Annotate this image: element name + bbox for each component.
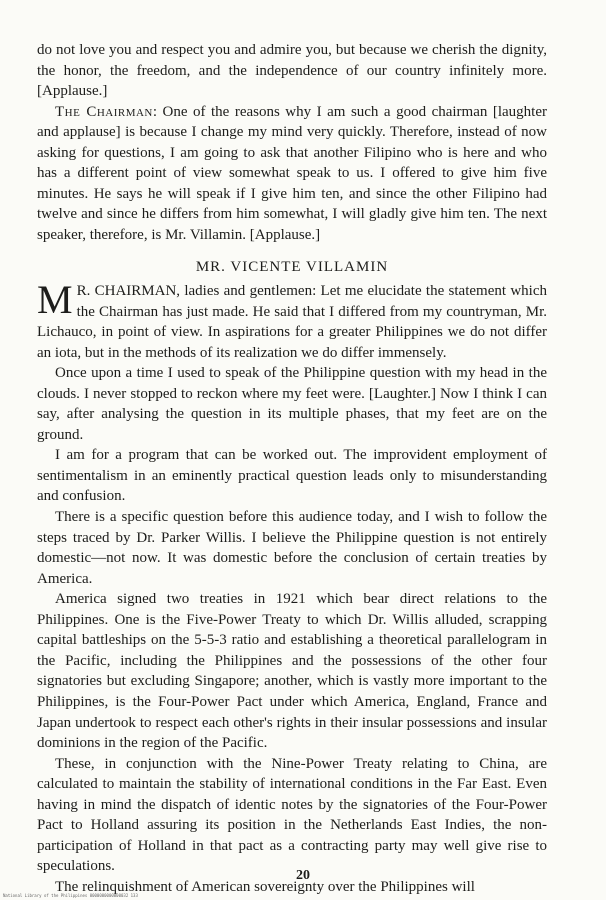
opening-text: R. CHAIRMAN, ladies and gentlemen: Let me elucidate the statement which the Chairman has just made. He said that I differed from my countryman, Mr. Lichauco, in point of view. In aspirations for a greater Philippines we do not differ an iota, but in the methods of its realization we do differ immensely. xyxy=(37,283,547,361)
paragraph-opening xyxy=(37,277,547,363)
page-number: 20 xyxy=(296,868,310,883)
paragraph-head-in-clouds: Once upon a time I used to speak of the Philippine question with my head in the clouds. I never stopped to reckon where my feet were. [Laughter.] Now I think I can say, after analysing the question in its multiple phases, that my feet are on the ground. xyxy=(37,365,547,443)
drop-cap: M xyxy=(37,277,73,323)
speaker-label: The Chairman xyxy=(55,103,153,120)
chairman-remarks: : One of the reasons why I am such a good chairman [laughter and applause] is because I change my mind very quickly. Therefore, instead of now asking for questions, I am going to ask that another Filipino who is here and who has a different point of view somewhat speak to us. I offered to give him five minutes. He says he will speak if I give him ten, and since the other Filipino had twelve and since he differs from him somewhat, I will gladly give him ten. The next speaker, therefore, is Mr. Villamin. [Applause.] xyxy=(37,103,548,243)
paragraph-relinquishment: The relinquishment of American sovereignty over the Philippines will xyxy=(55,878,475,895)
page-body xyxy=(37,40,547,897)
footer-watermark: National Library of the Philippines 0000000000000032 133 xyxy=(3,893,138,898)
speaker-heading: MR. VICENTE VILLAMIN xyxy=(195,259,389,276)
paragraph-continuation: do not love you and respect you and admire you, but because we cherish the dignity, the honor, the freedom, and the independence of our country infinitely more. [Applause.] xyxy=(37,42,547,100)
paragraph-program: I am for a program that can be worked out. The improvident employment of sentimentalism in an eminently practical question leads only to misunderstanding and confusion. xyxy=(37,447,547,505)
paragraph-treaties: America signed two treaties in 1921 which bear direct relations to the Philippines. One is the Five-Power Treaty to which Dr. Willis alluded, scrapping capital battleships on the 5-5-3 ratio and establishing a theoretical parallelogram in the Pacific, including the Philippines and the possessions of the other four signatories but excluding Singapore; another, which is vastly more important to the Philippines, is the Four-Power Pact under which America, England, France and Japan undertook to respect each other's rights in their insular possessions and insular dominions in the region of the Pacific. xyxy=(37,591,547,752)
paragraph-chairman xyxy=(37,102,547,246)
paragraph-nine-power: These, in conjunction with the Nine-Power Treaty relating to China, are calculated to maintain the stability of international conditions in the Far East. Even having in mind the dispatch of identic notes by the signatories of the Four-Power Pact to Holland assuring its position in the Netherlands East Indies, the non-participation of Holland in that pact as a contracting party may well give rise to speculations. xyxy=(37,755,547,875)
paragraph-specific-question: There is a specific question before this audience today, and I wish to follow the steps traced by Dr. Parker Willis. I believe the Philippine question is not entirely domestic—not now. It was domestic before the conclusion of certain treaties by America. xyxy=(37,509,547,587)
